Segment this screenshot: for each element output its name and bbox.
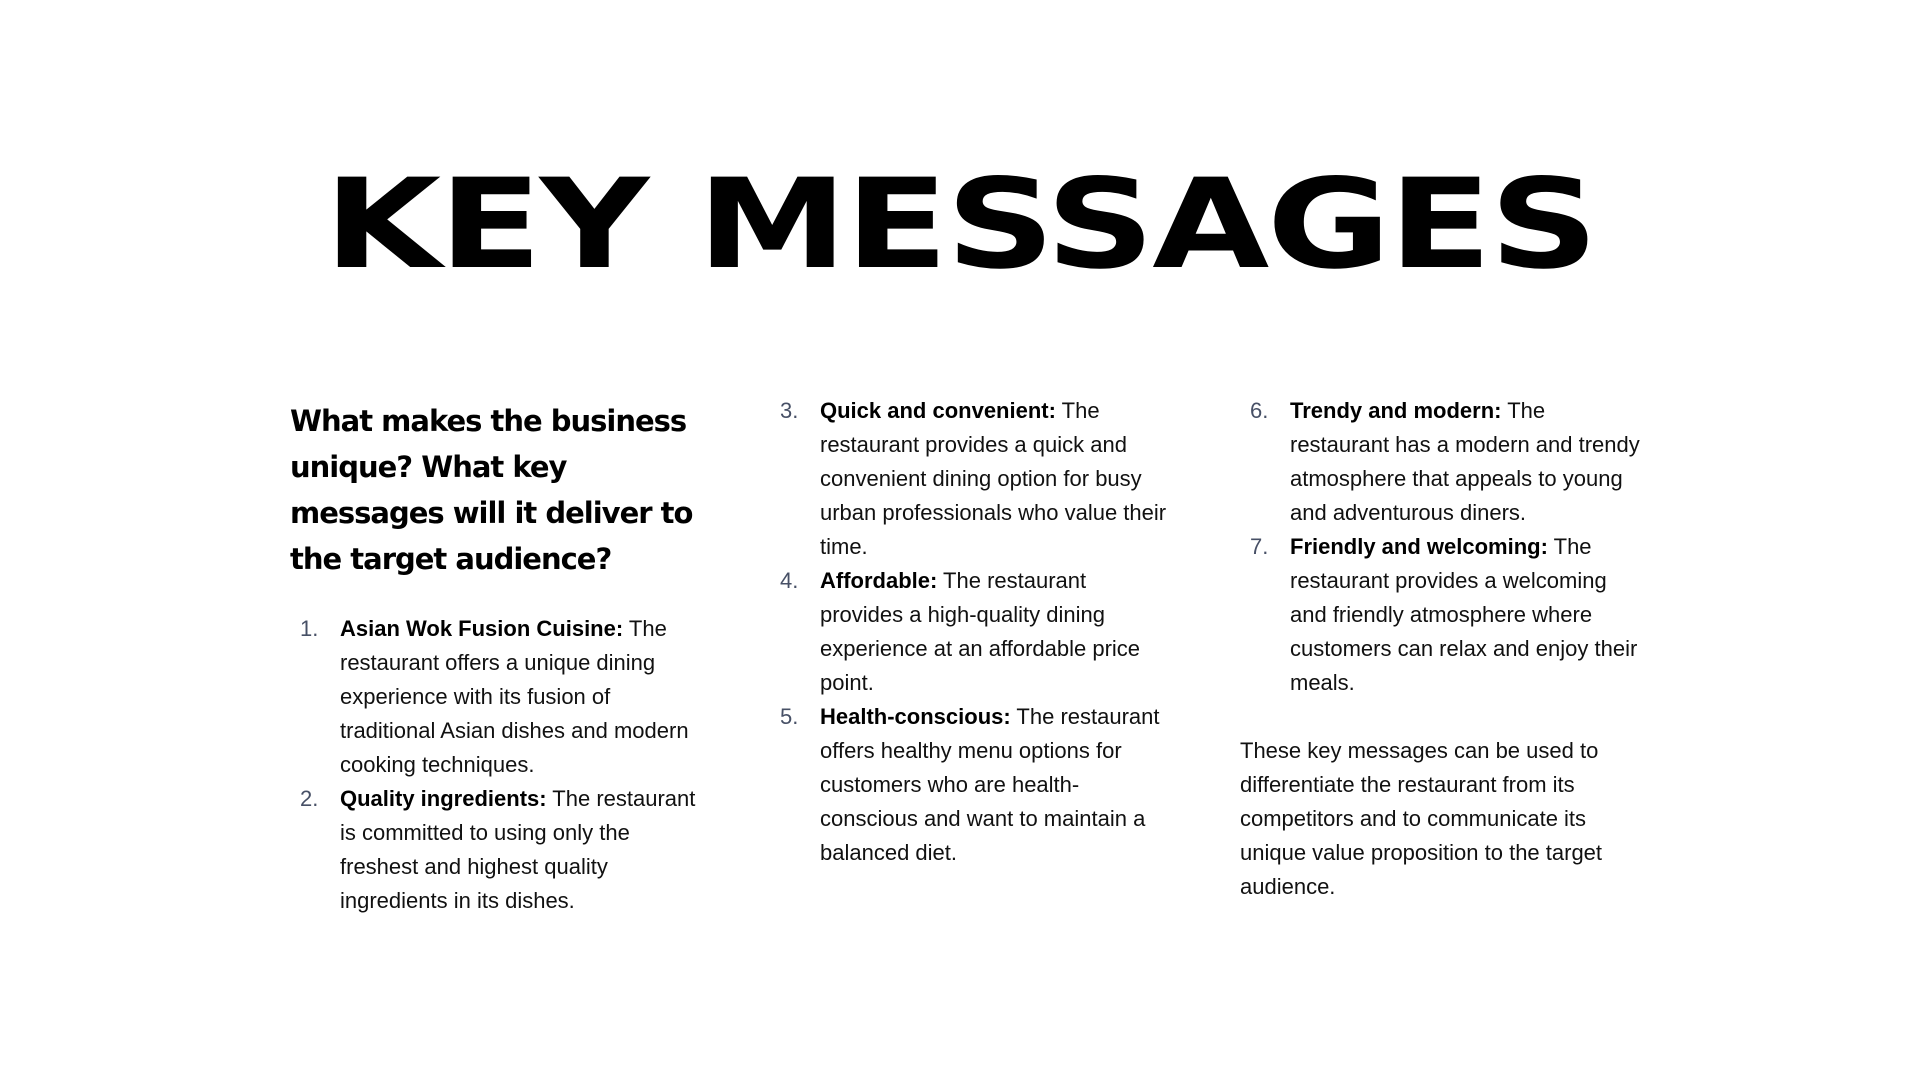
list-item — [1240, 530, 1640, 700]
item-text: The restaurant has a modern and trendy atmosphere that appeals to young and adventurous diners. — [1290, 398, 1640, 525]
list-number: 7. — [1250, 534, 1269, 559]
item-title: Quality ingredients: — [340, 786, 547, 811]
list-number: 6. — [1250, 398, 1269, 423]
item-title: Health-conscious: — [820, 704, 1011, 729]
list-item — [770, 564, 1170, 700]
column-left — [290, 398, 710, 918]
item-title: Asian Wok Fusion Cuisine: — [340, 616, 624, 641]
column-right — [1240, 394, 1640, 904]
page-title: KEY MESSAGES — [323, 153, 1597, 297]
item-title: Friendly and welcoming: — [1290, 534, 1548, 559]
item-title: Trendy and modern: — [1290, 398, 1502, 423]
list-item — [770, 700, 1170, 870]
list-number: 4. — [780, 568, 799, 593]
column-middle — [770, 394, 1170, 870]
question-heading: What makes the business unique? What key messages will it deliver to the target audience? — [290, 404, 693, 576]
message-list-left — [290, 612, 710, 918]
list-number: 3. — [780, 398, 799, 423]
list-number: 1. — [300, 616, 319, 641]
item-text: The restaurant offers a unique dining experience with its fusion of traditional Asian dishes and modern cooking techniques. — [340, 616, 689, 777]
item-text: The restaurant provides a quick and convenient dining option for busy urban professionals who value their time. — [820, 398, 1167, 559]
message-list-right — [1240, 394, 1640, 700]
item-text: The restaurant is committed to using only the freshest and highest quality ingredients in its dishes. — [340, 786, 696, 913]
item-text: The restaurant provides a high-quality dining experience at an affordable price point. — [820, 568, 1141, 695]
list-item — [1240, 394, 1640, 530]
item-title: Affordable: — [820, 568, 938, 593]
item-text: The restaurant provides a welcoming and friendly atmosphere where customers can relax and enjoy their meals. — [1290, 534, 1638, 695]
list-number: 5. — [780, 704, 799, 729]
list-item — [290, 782, 710, 918]
summary-paragraph: These key messages can be used to differentiate the restaurant from its competitors and to communicate its unique value proposition to the target audience. — [1240, 738, 1603, 899]
item-title: Quick and convenient: — [820, 398, 1056, 423]
list-number: 2. — [300, 786, 319, 811]
list-item — [770, 394, 1170, 564]
message-list-middle — [770, 394, 1170, 870]
list-item — [290, 612, 710, 782]
item-text: The restaurant offers healthy menu options for customers who are health-conscious and want to maintain a balanced diet. — [820, 704, 1160, 865]
